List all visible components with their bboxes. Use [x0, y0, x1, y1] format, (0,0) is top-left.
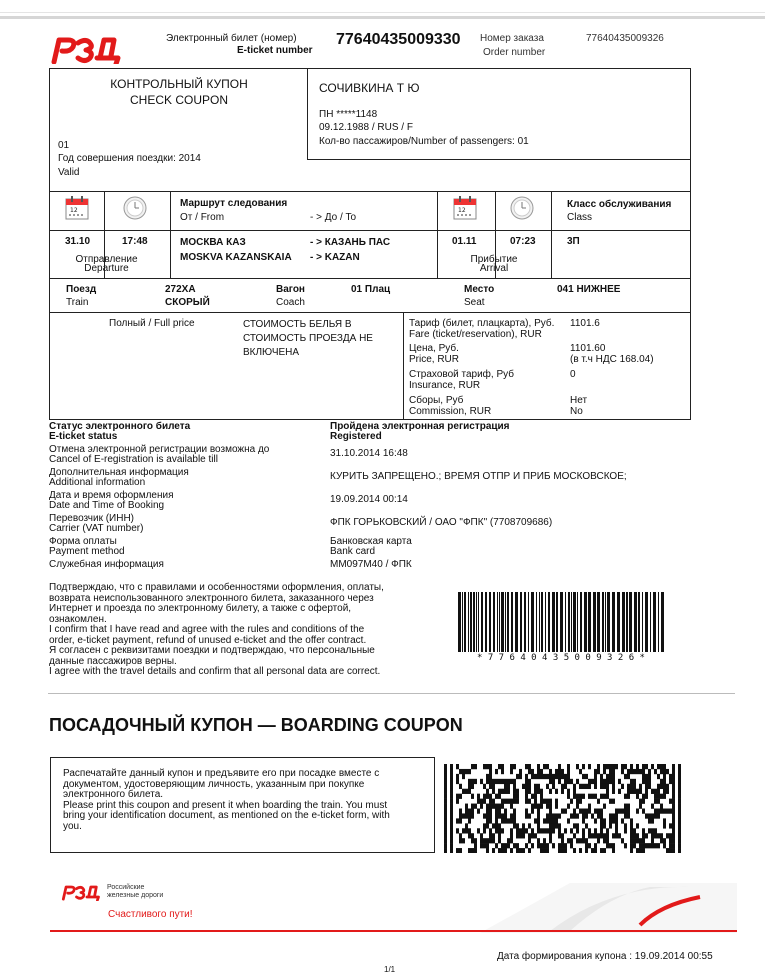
commission-value-en: No [570, 406, 583, 417]
footer-brand-line1: Российские [107, 884, 145, 891]
eticket-label-ru: Электронный билет (номер) [166, 33, 297, 44]
extra-label-ru: Дополнительная информация [49, 467, 189, 478]
class-value: 3П [567, 236, 580, 247]
footer-rzd-logo [60, 883, 104, 901]
insurance-label-en: Insurance, RUR [409, 380, 481, 391]
birth-data: 09.12.1988 / RUS / F [319, 122, 413, 133]
from-label: От / From [180, 212, 225, 223]
departure-calendar-icon [64, 195, 90, 221]
boarding-title: ПОСАДОЧНЫЙ КУПОН — BOARDING COUPON [49, 715, 463, 735]
car-label-en: Coach [276, 297, 305, 308]
service-value: ММ097М40 / ФПК [330, 559, 412, 570]
arrival-calendar-icon [452, 195, 478, 221]
payment-label-ru: Форма оплаты [49, 536, 117, 547]
carrier-value: ФПК ГОРЬКОВСКИЙ / ОАО "ФПК" (7708709686) [330, 517, 553, 528]
train-label-en: Train [66, 297, 89, 308]
route-top-rule [49, 191, 691, 192]
check-coupon-title-ru: КОНТРОЛЬНЫЙ КУПОН [110, 77, 248, 91]
top-rule-thin [0, 12, 765, 13]
extra-value: КУРИТЬ ЗАПРЕЩЕНО.; ВРЕМЯ ОТПР И ПРИБ МОСКОВСКОЕ; [330, 471, 627, 482]
fare-divider [403, 312, 404, 420]
arrival-label-ru: Прибытие [470, 254, 518, 265]
linear-barcode [456, 592, 666, 652]
to-station-en: - > KAZAN [310, 252, 360, 263]
full-price: Полный / Full price [109, 318, 195, 329]
insurance-label-ru: Страховой тариф, Руб [409, 369, 514, 380]
passengers-count: Кол-во пассажиров/Number of passengers: 01 [319, 136, 529, 147]
cancel-label-ru: Отмена электронной регистрации возможна до [49, 444, 270, 455]
svg-text:12: 12 [458, 207, 466, 214]
passport-number: ПН *****1148 [319, 109, 378, 120]
order-number: 77640435009326 [586, 33, 664, 44]
vat-value: (в т.ч НДС 168.04) [570, 354, 654, 365]
boarding-text: Распечатайте данный купон и предъявите его при посадке вместе с документом, удостоверяющим личность, указанным при покупке электронного билета. Please print this coupon and present it when boarding the train. You must bring your identification document, as mentioned on the e-ticket form, with you. [63, 768, 390, 832]
commission-label-ru: Сборы, Руб [409, 395, 464, 406]
top-rule [0, 16, 765, 19]
train-type: СКОРЫЙ [165, 297, 210, 308]
status-label-en: E-ticket status [49, 431, 118, 442]
arrival-date: 01.11 [452, 236, 477, 247]
commission-value-ru: Нет [570, 395, 588, 406]
seat-value: 041 НИЖНЕЕ [557, 284, 621, 295]
tariff-label-en: Fare (ticket/reservation), RUR [409, 329, 542, 340]
valid-label: Valid [58, 167, 80, 178]
cancel-label-en: Cancel of E-registration is available till [49, 454, 218, 465]
cancel-value: 31.10.2014 16:48 [330, 448, 408, 459]
arrival-time: 07:23 [510, 236, 536, 247]
departure-clock-icon [122, 195, 148, 221]
footer-banner [50, 875, 737, 933]
carrier-label-en: Carrier (VAT number) [49, 523, 144, 534]
agreement-text: Подтверждаю, что с правилами и особенностями оформления, оплаты, возврата неиспользованного электронного билета, заказанного через Интернет и проезда по электронному билету, а также с офертой, ознакомлен. I confirm that I have read and agree with the rules and conditions of the order, e-ticket payment, refund of unused e-ticket and the offer contract. Я согласен с реквизитами поездки и подтверждаю, что персональные данные пассажиров верны. I agree with the travel details and confirm that all personal data are correct. [49, 582, 384, 677]
2d-barcode [444, 764, 684, 853]
payment-value-en: Bank card [330, 546, 376, 557]
eticket-label-en: E-ticket number [237, 45, 313, 56]
car-value: 01 Плац [351, 284, 391, 295]
class-label-ru: Класс обслуживания [567, 199, 672, 210]
seat-label-en: Seat [464, 297, 485, 308]
service-label: Служебная информация [49, 559, 164, 570]
order-label-ru: Номер заказа [480, 33, 544, 44]
arrival-label-en: Arrival [479, 263, 509, 274]
commission-label-en: Commission, RUR [409, 406, 492, 417]
train-row-rule [49, 312, 691, 313]
svg-text:12: 12 [70, 207, 78, 214]
payment-label-en: Payment method [49, 546, 125, 557]
route-mid-rule [49, 230, 691, 231]
route-label-ru: Маршрут следования [180, 198, 288, 209]
price-label-en: Price, RUR [409, 354, 460, 365]
train-number: 272ХА [165, 284, 196, 295]
booking-value: 19.09.2014 00:14 [330, 494, 408, 505]
departure-date: 31.10 [65, 236, 91, 247]
carrier-label-ru: Перевозчик (ИНН) [49, 513, 135, 524]
rzd-logo [48, 34, 128, 64]
seat-label-ru: Место [464, 284, 495, 295]
payment-value-ru: Банковская карта [330, 536, 412, 547]
status-label-ru: Статус электронного билета [49, 421, 191, 432]
from-station-en: MOSKVA KAZANSKAIA [180, 252, 292, 263]
bedding-note: СТОИМОСТЬ БЕЛЬЯ В СТОИМОСТЬ ПРОЕЗДА НЕ ВКЛЮЧЕНА [243, 319, 373, 358]
departure-label-ru: Отправление [75, 254, 138, 265]
train-label-ru: Поезд [66, 284, 97, 295]
check-coupon-title-en: CHECK COUPON [129, 93, 228, 107]
coupon-formed-date: Дата формирования купона : 19.09.2014 00:55 [497, 951, 713, 962]
to-station-ru: - > КАЗАНЬ ПАС [310, 237, 391, 248]
arrival-clock-icon [509, 195, 535, 221]
status-value-en: Registered [330, 431, 382, 442]
trip-year: Год совершения поездки: 2014 [58, 153, 201, 164]
departure-label-en: Departure [84, 263, 129, 274]
route-divider-5 [551, 191, 552, 278]
car-label-ru: Вагон [276, 284, 305, 295]
class-label-en: Class [567, 212, 593, 223]
footer-brand-line2: железные дороги [107, 892, 164, 899]
to-label: - > До / To [310, 212, 357, 223]
passenger-name: СОЧИВКИНА Т Ю [319, 81, 420, 95]
status-value-ru: Пройдена электронная регистрация [330, 421, 510, 432]
coupon-number: 01 [58, 140, 70, 151]
route-divider-2 [170, 191, 171, 278]
departure-time: 17:48 [122, 236, 148, 247]
page-number: 1/1 [384, 965, 396, 974]
barcode-caption: * 7 7 6 4 0 4 3 5 0 0 9 3 2 6 * [477, 653, 645, 663]
price-label-ru: Цена, Руб. [409, 343, 459, 354]
section-separator [48, 693, 735, 694]
eticket-number: 77640435009330 [336, 31, 461, 48]
footer-swoosh [50, 875, 737, 933]
booking-label-ru: Дата и время оформления [49, 490, 174, 501]
order-label-en: Order number [483, 47, 546, 58]
footer-slogan: Счастливого пути! [108, 909, 193, 920]
tariff-value: 1101.6 [570, 318, 600, 329]
price-value: 1101.60 [570, 343, 606, 354]
booking-label-en: Date and Time of Booking [49, 500, 165, 511]
tariff-label-ru: Тариф (билет, плацкарта), Руб. [409, 318, 555, 329]
extra-label-en: Additional information [49, 477, 146, 488]
insurance-value: 0 [570, 369, 576, 380]
route-bottom-rule [49, 278, 691, 279]
from-station-ru: МОСКВА КАЗ [180, 237, 246, 248]
